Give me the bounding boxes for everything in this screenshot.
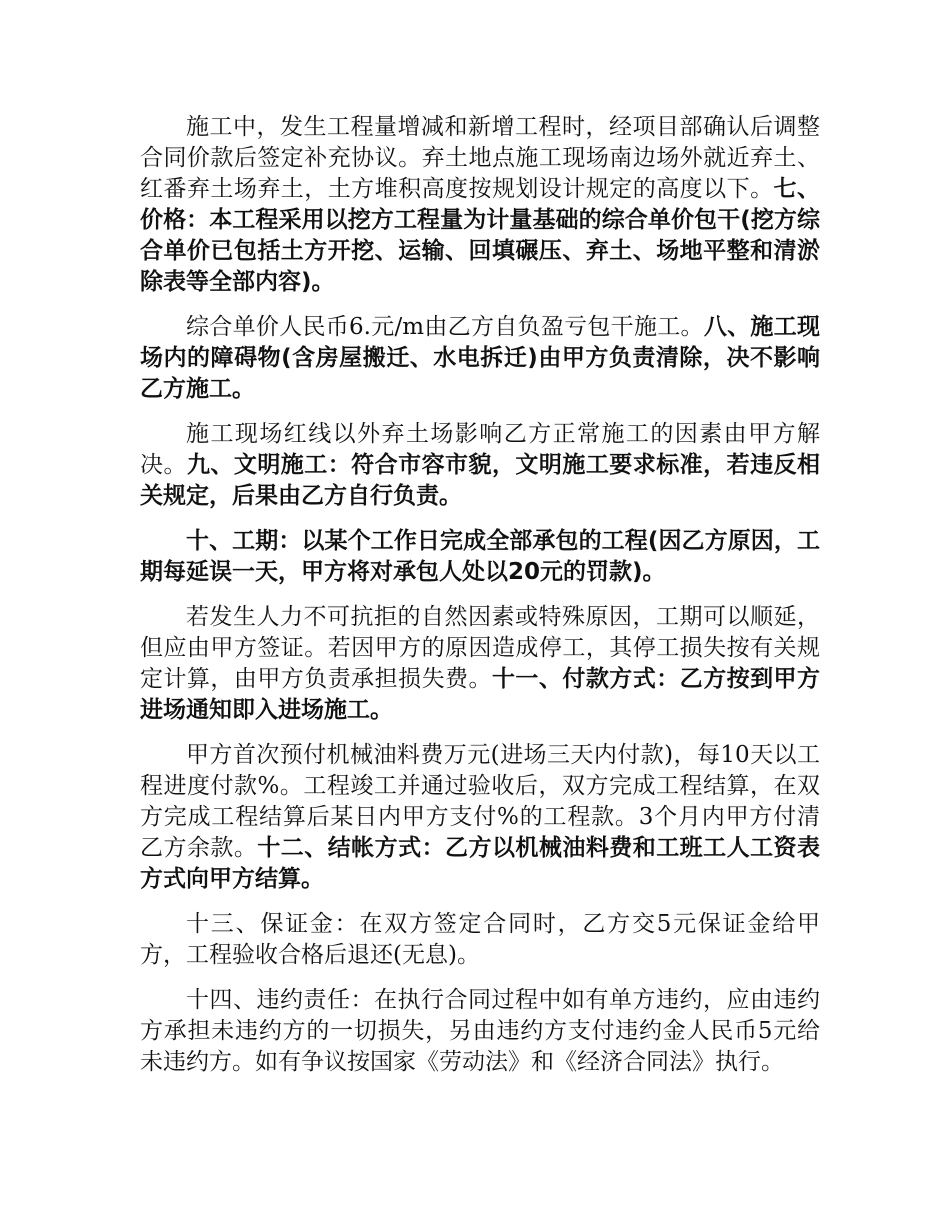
paragraph-4 [140, 526, 820, 588]
paragraph-6-text: 甲方首次预付机械油料费万元(进场三天内付款)，每10天以工程进度付款%。工程竣工并通过验收后，双方完成工程结算，在双方完成工程结算后某日内甲方支付%的工程款。3个月内甲方付清乙方余款。 [140, 742, 820, 861]
paragraph-2 [140, 312, 820, 405]
paragraph-1 [140, 112, 820, 298]
paragraph-5 [140, 602, 820, 726]
paragraph-3 [140, 419, 820, 512]
paragraph-1-bold-text: 七、价格：本工程采用以挖方工程量为计量基础的综合单价包干(挖方综合单价已包括土方开挖、运输、回填碾压、弃土、场地平整和清淤除表等全部内容)。 [140, 176, 821, 295]
paragraph-2-bold-text: 八、施工现场内的障碍物(含房屋搬迁、水电拆迁)由甲方负责清除，决不影响乙方施工。 [140, 314, 820, 402]
paragraph-3-bold-text: 九、文明施工：符合市容市貌，文明施工要求标准，若违反相关规定，后果由乙方自行负责。 [140, 452, 821, 509]
paragraph-7-text: 十三、保证金：在双方签定合同时，乙方交5元保证金给甲方，工程验收合格后退还(无息)。 [140, 911, 820, 968]
paragraph-2-text: 综合单价人民币6.元/m由乙方自负盈亏包干施工。 [186, 314, 704, 340]
paragraph-4-bold-text: 十、工期：以某个工作日完成全部承包的工程(因乙方原因，工期每延误一天，甲方将对承包人处以20元的罚款)。 [140, 528, 820, 585]
paragraph-6 [140, 740, 820, 895]
paragraph-5-bold-text: 十一、付款方式：乙方按到甲方进场通知即入进场施工。 [140, 666, 821, 723]
paragraph-3-text: 施工现场红线以外弃土场影响乙方正常施工的因素由甲方解决。 [140, 421, 820, 478]
paragraph-1-text: 施工中，发生工程量增减和新增工程时，经项目部确认后调整合同价款后签定补充协议。弃土地点施工现场南边场外就近弃土、红番弃土场弃土，土方堆积高度按规划设计规定的高度以下。 [140, 114, 820, 202]
paragraph-8 [140, 985, 820, 1078]
paragraph-6-bold-text: 十二、结帐方式：乙方以机械油料费和工班工人工资表方式向甲方结算。 [140, 835, 821, 892]
document-page [140, 112, 820, 1092]
paragraph-7 [140, 909, 820, 971]
paragraph-8-text: 十四、违约责任：在执行合同过程中如有单方违约，应由违约方承担未违约方的一切损失，另由违约方支付违约金人民币5元给未违约方。如有争议按国家《劳动法》和《经济合同法》执行。 [140, 987, 820, 1075]
paragraph-5-text: 若发生人力不可抗拒的自然因素或特殊原因，工期可以顺延，但应由甲方签证。若因甲方的原因造成停工，其停工损失按有关规定计算，由甲方负责承担损失费。 [140, 604, 820, 692]
